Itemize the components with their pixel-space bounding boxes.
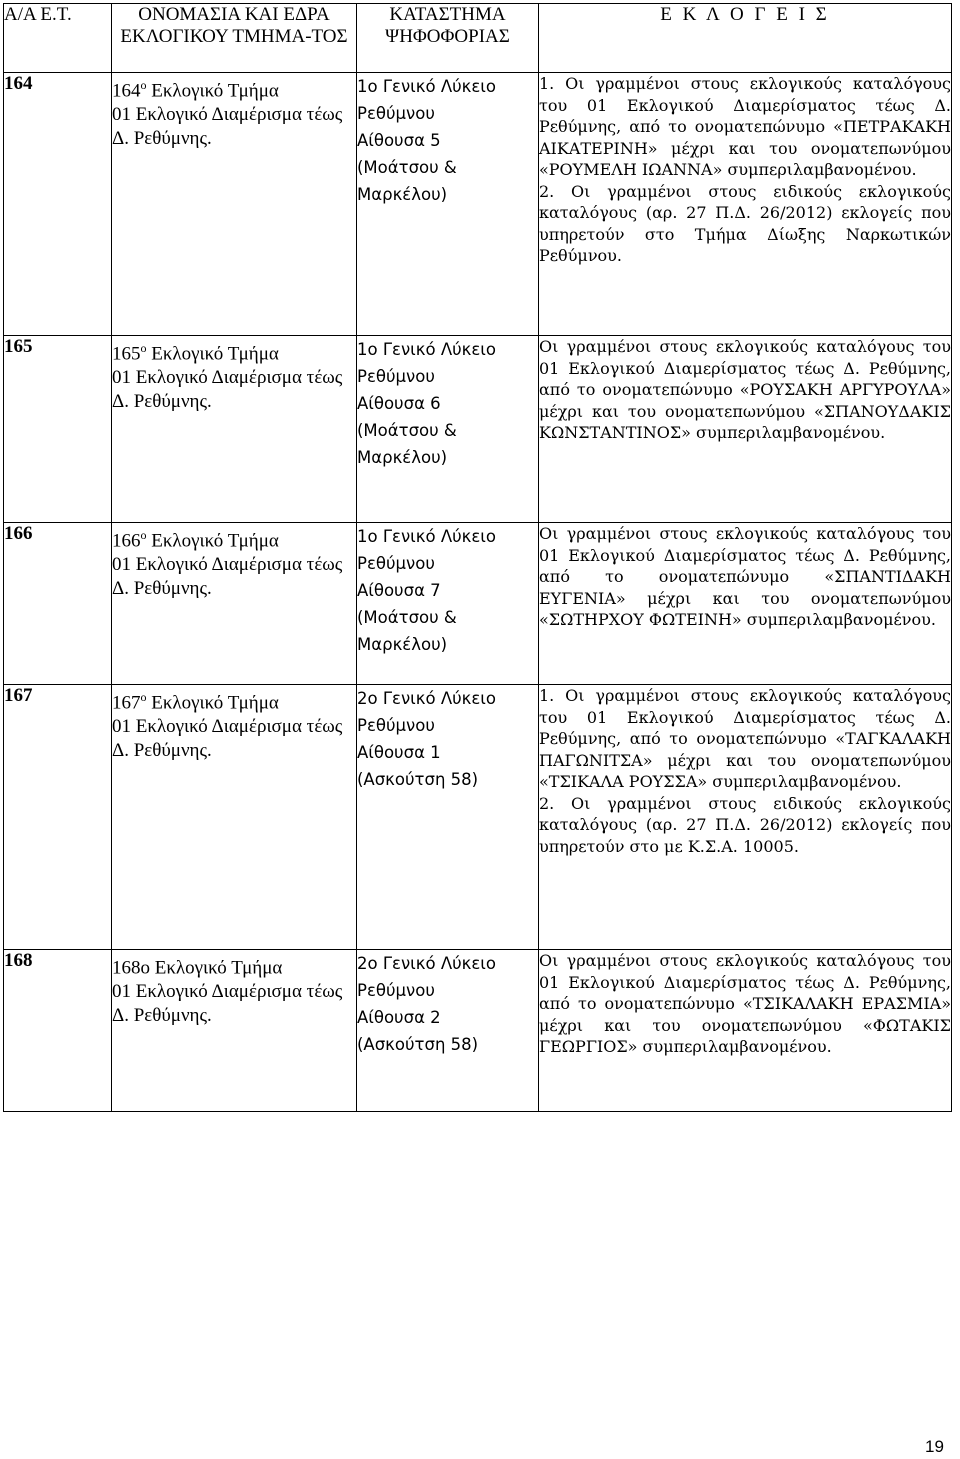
place-room: Αίθουσα 6 <box>357 394 441 413</box>
row-aa: 164 <box>4 73 112 336</box>
header-name: ΟΝΟΜΑΣΙΑ ΚΑΙ ΕΔΡΑ ΕΚΛΟΓΙΚΟΥ ΤΜΗΜΑ-ΤΟΣ <box>112 4 357 73</box>
table-row <box>4 685 952 950</box>
place-address: (Μοάτσου & Μαρκέλου) <box>357 158 457 204</box>
place-room: Αίθουσα 2 <box>357 1008 441 1027</box>
row-elections <box>539 950 952 1112</box>
table-row <box>4 523 952 685</box>
row-place <box>357 950 539 1112</box>
page-number: 19 <box>925 1437 944 1456</box>
elections-item: 2. Οι γραμμένοι στους ειδικούς εκλογικούς καταλόγους (αρ. 27 Π.Δ. 26/2012) εκλογείς που υπηρετούν στο Τμήμα Δίωξης Ναρκωτικών Ρεθύμνου. <box>539 181 951 265</box>
row-name-rest: 01 Εκλογικό Διαμέρισμα τέως Δ. Ρεθύμνης. <box>112 716 343 762</box>
row-name <box>112 73 357 336</box>
row-dept-sup: ο <box>140 341 147 355</box>
row-name <box>112 950 357 1112</box>
row-elections <box>539 685 952 950</box>
row-dept-label: Εκλογικό Τμήμα <box>146 343 279 365</box>
row-dept-label: Εκλογικό Τμήμα <box>150 957 283 979</box>
header-place: ΚΑΤΑΣΤΗΜΑ ΨΗΦΟΦΟΡΙΑΣ <box>357 4 539 73</box>
place-address: (Ασκούτση 58) <box>357 1035 479 1054</box>
table-row <box>4 336 952 523</box>
elections-item: Οι γραμμένοι στους εκλογικούς καταλόγους του 01 Εκλογικού Διαμερίσματος τέως Δ. Ρεθύμνης, από το ονοματεπώνυμο «ΣΠΑΝΤΙΔΑΚΗ ΕΥΓΕΝΙΑ» μέχρι και του ονοματεπωνύμου «ΣΩΤΗΡΧΟΥ ΦΩΤΕΙΝΗ» συμπεριλαμβανομένου. <box>539 524 951 629</box>
row-dept-num: 166 <box>112 530 141 552</box>
place-address: (Μοάτσου & Μαρκέλου) <box>357 421 457 467</box>
elections-item: 2. Οι γραμμένοι στους ειδικούς εκλογικούς καταλόγους (αρ. 27 Π.Δ. 26/2012) εκλογείς που υπηρετούν στο με Κ.Σ.Α. 10005. <box>539 793 951 856</box>
row-dept-sup: ο <box>140 78 147 92</box>
row-dept-label: Εκλογικό Τμήμα <box>146 692 279 714</box>
place-room: Αίθουσα 7 <box>357 581 441 600</box>
table-row <box>4 73 952 336</box>
row-dept-num: 164 <box>112 80 141 102</box>
row-place <box>357 73 539 336</box>
table-row <box>4 950 952 1112</box>
place-address: (Ασκούτση 58) <box>357 770 479 789</box>
row-place <box>357 685 539 950</box>
polling-stations-table <box>3 3 952 1112</box>
row-dept-num: 167 <box>112 692 141 714</box>
row-name-rest: 01 Εκλογικό Διαμέρισμα τέως Δ. Ρεθύμνης. <box>112 104 343 150</box>
place-address: (Μοάτσου & Μαρκέλου) <box>357 608 457 654</box>
row-elections <box>539 336 952 523</box>
place-school: 1ο Γενικό Λύκειο Ρεθύμνου <box>357 77 496 123</box>
row-name-rest: 01 Εκλογικό Διαμέρισμα τέως Δ. Ρεθύμνης. <box>112 981 343 1027</box>
elections-item: Οι γραμμένοι στους εκλογικούς καταλόγους του 01 Εκλογικού Διαμερίσματος τέως Δ. Ρεθύμνης, από το ονοματεπώνυμο «ΡΟΥΣΑΚΗ ΑΡΓΥΡΟΥΛΑ» μέχρι και του ονοματεπωνύμου «ΣΠΑΝΟΥΔΑΚΙΣ ΚΩΝΣΤΑΝΤΙΝΟΣ» συμπεριλαμβανομένου. <box>539 337 951 442</box>
row-aa: 167 <box>4 685 112 950</box>
row-dept-label: Εκλογικό Τμήμα <box>146 530 279 552</box>
row-place <box>357 336 539 523</box>
place-school: 1ο Γενικό Λύκειο Ρεθύμνου <box>357 527 496 573</box>
elections-item: 1. Οι γραμμένοι στους εκλογικούς καταλόγους του 01 Εκλογικού Διαμερίσματος τέως Δ. Ρεθύμνης, από το ονοματεπώνυμο «ΤΑΓΚΑΛΑΚΗ ΠΑΓΩΝΙΤΣΑ» μέχρι και του ονοματεπωνύμου «ΤΣΙΚΑΛΑ ΡΟΥΣΣΑ» συμπεριλαμβανομένου. <box>539 686 951 791</box>
row-dept-label: Εκλογικό Τμήμα <box>146 80 279 102</box>
elections-item: 1. Οι γραμμένοι στους εκλογικούς καταλόγους του 01 Εκλογικού Διαμερίσματος τέως Δ. Ρεθύμνης, από το ονοματεπώνυμο «ΠΕΤΡΑΚΑΚΗ ΑΙΚΑΤΕΡΙΝΗ» μέχρι και του ονοματεπωνύμου «ΡΟΥΜΕΛΗ ΙΩΑΝΝΑ» συμπεριλαμβανομένου. <box>539 74 951 179</box>
row-name-rest: 01 Εκλογικό Διαμέρισμα τέως Δ. Ρεθύμνης. <box>112 554 343 600</box>
row-aa: 165 <box>4 336 112 523</box>
table-header-row <box>4 4 952 73</box>
row-aa: 168 <box>4 950 112 1112</box>
row-dept-sup: ο <box>140 528 147 542</box>
row-dept-num: 165 <box>112 343 141 365</box>
elections-item: Οι γραμμένοι στους εκλογικούς καταλόγους του 01 Εκλογικού Διαμερίσματος τέως Δ. Ρεθύμνης, από το ονοματεπώνυμο «ΤΣΙΚΑΛΑΚΗ ΕΡΑΣΜΙΑ» μέχρι και του ονοματεπωνύμου «ΦΩΤΑΚΙΣ ΓΕΩΡΓΙΟΣ» συμπεριλαμβανομένου. <box>539 951 951 1056</box>
place-school: 2ο Γενικό Λύκειο Ρεθύμνου <box>357 689 496 735</box>
row-name <box>112 336 357 523</box>
row-dept-sup: ο <box>140 690 147 704</box>
place-room: Αίθουσα 5 <box>357 131 441 150</box>
row-name <box>112 685 357 950</box>
row-place <box>357 523 539 685</box>
row-elections <box>539 523 952 685</box>
row-name <box>112 523 357 685</box>
row-name-rest: 01 Εκλογικό Διαμέρισμα τέως Δ. Ρεθύμνης. <box>112 367 343 413</box>
row-aa: 166 <box>4 523 112 685</box>
place-school: 2ο Γενικό Λύκειο Ρεθύμνου <box>357 954 496 1000</box>
header-aa: Α/Α Ε.Τ. <box>4 4 112 73</box>
row-elections <box>539 73 952 336</box>
header-elections: Ε Κ Λ Ο Γ Ε Ι Σ <box>539 4 952 73</box>
row-dept-num: 168ο <box>112 957 150 979</box>
place-room: Αίθουσα 1 <box>357 743 441 762</box>
place-school: 1ο Γενικό Λύκειο Ρεθύμνου <box>357 340 496 386</box>
